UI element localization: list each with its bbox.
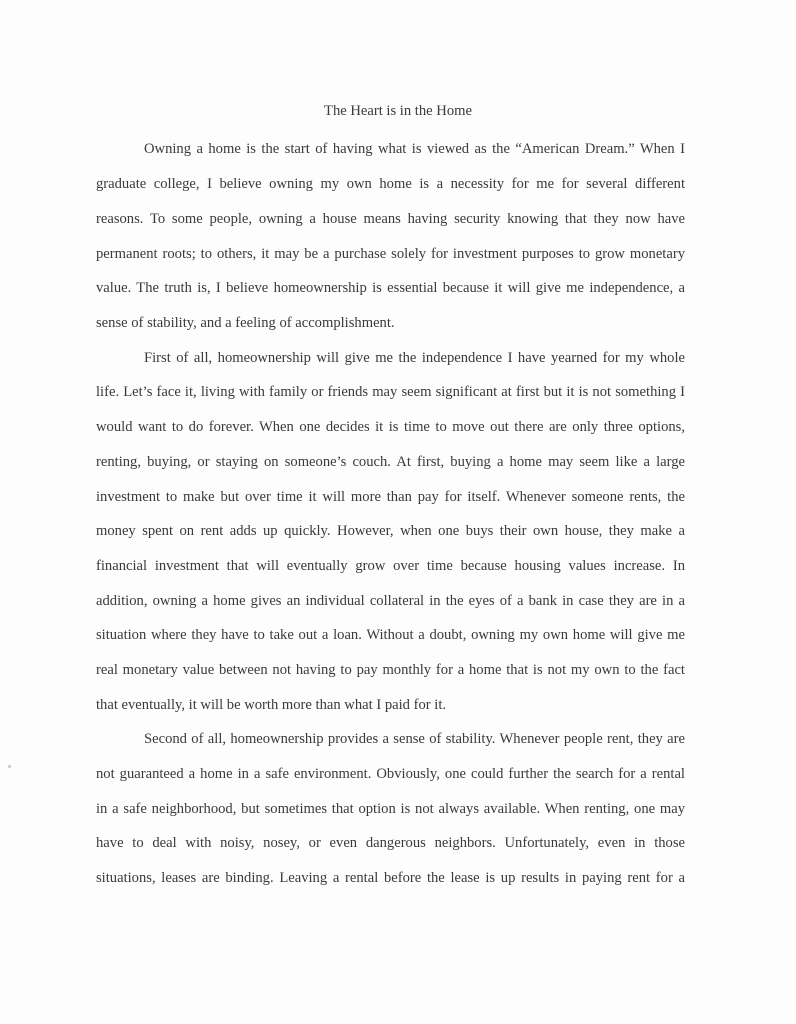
paragraph-line: addition, owning a home gives an individual collateral in the eyes of a bank in case they are in a	[96, 593, 685, 609]
paragraph-line: sense of stability, and a feeling of accomplishment.	[96, 315, 395, 331]
paragraph-line: First of all, homeownership will give me the independence I have yearned for my whole	[144, 350, 685, 366]
paragraph-line: Owning a home is the start of having what is viewed as the “American Dream.” When I	[144, 141, 685, 157]
document-title: The Heart is in the Home	[324, 103, 472, 119]
paragraph-line: graduate college, I believe owning my own home is a necessity for me for several different	[96, 176, 685, 192]
scan-speck	[8, 765, 11, 768]
paragraph-line: life. Let’s face it, living with family or friends may seem significant at first but it is not something I	[96, 384, 685, 400]
paragraph-line: financial investment that will eventually grow over time because housing values increase. In	[96, 558, 685, 574]
paragraph-line: real monetary value between not having to pay monthly for a home that is not my own to the fact	[96, 662, 685, 678]
paragraph-line: value. The truth is, I believe homeownership is essential because it will give me independence, a	[96, 280, 685, 296]
paragraph-line: not guaranteed a home in a safe environment. Obviously, one could further the search for a rental	[96, 766, 685, 782]
paragraph-line: investment to make but over time it will more than pay for itself. Whenever someone rents, the	[96, 489, 685, 505]
paragraph-line: Second of all, homeownership provides a sense of stability. Whenever people rent, they are	[144, 731, 685, 747]
paragraph-line: in a safe neighborhood, but sometimes that option is not always available. When renting, one may	[96, 801, 685, 817]
paragraph-line: situations, leases are binding. Leaving a rental before the lease is up results in paying rent for a	[96, 870, 685, 886]
paragraph-line: situation where they have to take out a loan. Without a doubt, owning my own home will give me	[96, 627, 685, 643]
paragraph-line: that eventually, it will be worth more than what I paid for it.	[96, 697, 447, 713]
paragraph-line: permanent roots; to others, it may be a purchase solely for investment purposes to grow monetary	[96, 246, 685, 262]
paragraph-line: reasons. To some people, owning a house means having security knowing that they now have	[96, 211, 685, 227]
paragraph-line: money spent on rent adds up quickly. However, when one buys their own house, they make a	[96, 523, 685, 539]
paragraph-line: would want to do forever. When one decides it is time to move out there are only three options,	[96, 419, 685, 435]
paragraph-line: renting, buying, or staying on someone’s couch. At first, buying a home may seem like a large	[96, 454, 685, 470]
paragraph-line: have to deal with noisy, nosey, or even dangerous neighbors. Unfortunately, even in those	[96, 835, 685, 851]
